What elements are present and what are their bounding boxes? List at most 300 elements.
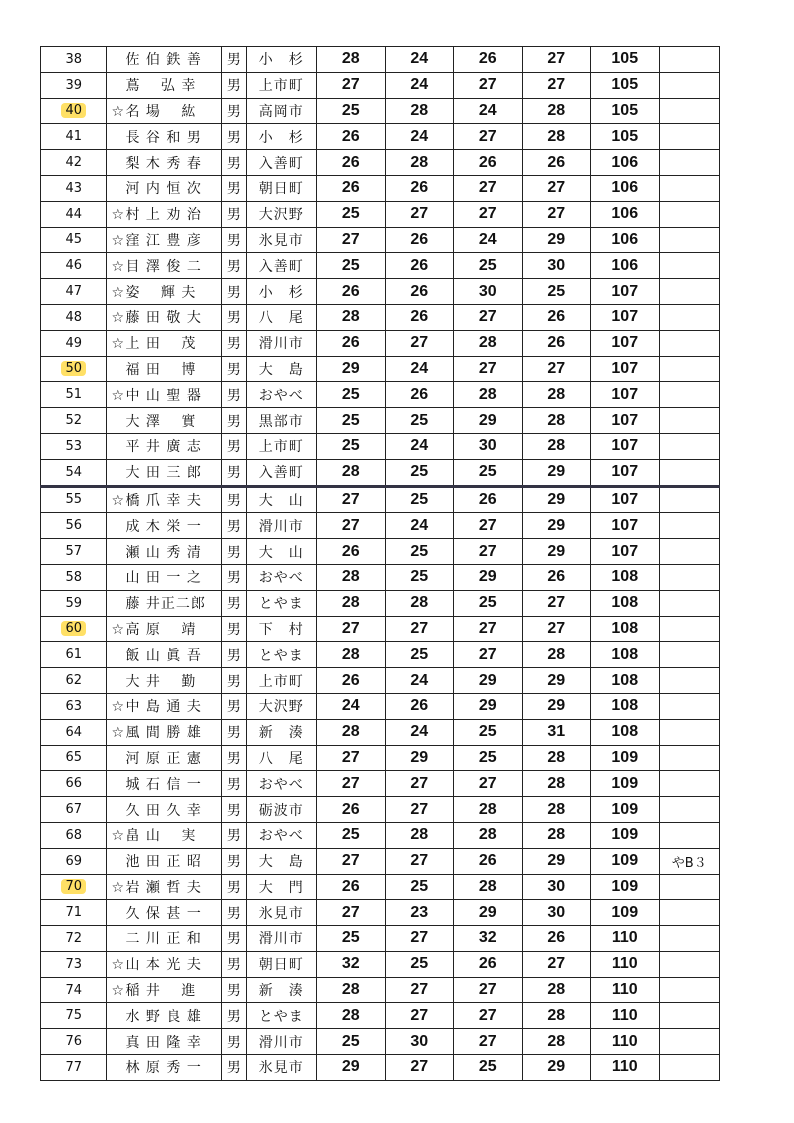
player-name [107, 382, 222, 408]
player-name [107, 642, 222, 668]
table-row [41, 279, 720, 305]
rank-number-text: 64 [65, 724, 83, 740]
player-name [107, 616, 222, 642]
rank-number [41, 1055, 107, 1081]
note-cell [659, 201, 719, 227]
round-4-score: 30 [522, 874, 591, 900]
rank-number [41, 822, 107, 848]
star-mark: ☆ [111, 699, 126, 716]
round-1-score: 28 [317, 642, 386, 668]
player-name [107, 539, 222, 565]
total-score: 109 [591, 822, 660, 848]
round-3-score: 24 [454, 227, 523, 253]
rank-number-text: 40 [61, 103, 86, 118]
gender-cell: 男 [222, 408, 246, 434]
round-3-score: 25 [454, 590, 523, 616]
player-name-text: 成 木 栄 一 [125, 518, 202, 535]
round-4-score: 26 [522, 564, 591, 590]
note-cell [659, 951, 719, 977]
round-1-score: 24 [317, 693, 386, 719]
player-name [107, 356, 222, 382]
round-1-score: 27 [317, 616, 386, 642]
round-4-score: 28 [522, 771, 591, 797]
player-name-text: 福 田 博 [125, 361, 197, 378]
gender-cell: 男 [222, 668, 246, 694]
city-cell: おやべ [246, 822, 317, 848]
round-3-score: 28 [454, 797, 523, 823]
round-3-score: 28 [454, 874, 523, 900]
rank-number-text: 47 [65, 284, 83, 300]
round-2-score: 25 [385, 408, 454, 434]
rank-number-text: 63 [65, 698, 83, 714]
round-3-score: 26 [454, 47, 523, 73]
rank-number [41, 408, 107, 434]
note-cell [659, 72, 719, 98]
round-1-score: 27 [317, 227, 386, 253]
rank-number [41, 874, 107, 900]
rank-number-text: 61 [65, 647, 83, 663]
rank-number [41, 382, 107, 408]
note-cell [659, 98, 719, 124]
city-cell: 滑川市 [246, 926, 317, 952]
round-4-score: 27 [522, 590, 591, 616]
round-4-score: 29 [522, 1055, 591, 1081]
round-1-score: 25 [317, 433, 386, 459]
player-name [107, 175, 222, 201]
rank-number [41, 175, 107, 201]
player-name-text: 中 山 聖 器 [125, 387, 202, 404]
round-3-score: 29 [454, 564, 523, 590]
player-name-text: 姿 輝 夫 [125, 284, 197, 301]
note-cell [659, 304, 719, 330]
player-name-text: 水 野 良 雄 [125, 1008, 202, 1025]
player-name-text: 林 原 秀 一 [125, 1060, 202, 1077]
table-row [41, 408, 720, 434]
rank-number-text: 50 [61, 361, 86, 376]
round-4-score: 27 [522, 356, 591, 382]
player-name [107, 719, 222, 745]
star-mark: ☆ [111, 387, 126, 404]
table-row [41, 486, 720, 513]
round-2-score: 26 [385, 227, 454, 253]
player-name [107, 201, 222, 227]
round-4-score: 28 [522, 408, 591, 434]
table-row [41, 1029, 720, 1055]
round-2-score: 25 [385, 642, 454, 668]
round-3-score: 26 [454, 848, 523, 874]
round-4-score: 27 [522, 175, 591, 201]
player-name-text: 真 田 隆 幸 [125, 1034, 202, 1051]
total-score: 110 [591, 926, 660, 952]
table-row [41, 356, 720, 382]
round-1-score: 27 [317, 745, 386, 771]
round-1-score: 27 [317, 72, 386, 98]
rank-number [41, 304, 107, 330]
rank-number-text: 48 [65, 309, 83, 325]
total-score: 106 [591, 201, 660, 227]
player-name [107, 848, 222, 874]
gender-cell: 男 [222, 330, 246, 356]
round-2-score: 28 [385, 150, 454, 176]
gender-cell: 男 [222, 201, 246, 227]
star-mark: ☆ [111, 284, 126, 301]
round-1-score: 26 [317, 150, 386, 176]
table-row [41, 98, 720, 124]
round-3-score: 25 [454, 459, 523, 486]
rank-number-text: 46 [65, 258, 83, 274]
gender-cell: 男 [222, 848, 246, 874]
round-2-score: 24 [385, 513, 454, 539]
total-score: 110 [591, 1003, 660, 1029]
round-1-score: 26 [317, 124, 386, 150]
round-2-score: 27 [385, 1003, 454, 1029]
player-name-text: 久 保 甚 一 [125, 905, 202, 922]
round-3-score: 27 [454, 977, 523, 1003]
player-name [107, 47, 222, 73]
gender-cell: 男 [222, 797, 246, 823]
player-name-text: 藤 田 敬 大 [125, 310, 202, 327]
round-2-score: 27 [385, 201, 454, 227]
round-3-score: 29 [454, 900, 523, 926]
table-row [41, 693, 720, 719]
note-cell [659, 642, 719, 668]
rank-number [41, 356, 107, 382]
city-cell: 滑川市 [246, 330, 317, 356]
rank-number-text: 54 [65, 464, 83, 480]
total-score: 109 [591, 797, 660, 823]
rank-number-text: 67 [65, 802, 83, 817]
player-name [107, 72, 222, 98]
player-name-text: 上 田 茂 [125, 336, 197, 353]
city-cell: とやま [246, 642, 317, 668]
player-name [107, 564, 222, 590]
player-name-text: 藤 井正二郎 [125, 596, 206, 613]
round-4-score: 28 [522, 822, 591, 848]
player-name [107, 1055, 222, 1081]
table-row [41, 874, 720, 900]
star-mark: ☆ [111, 983, 126, 1000]
city-cell: とやま [246, 590, 317, 616]
note-cell [659, 279, 719, 305]
total-score: 106 [591, 175, 660, 201]
round-4-score: 26 [522, 330, 591, 356]
round-4-score: 28 [522, 745, 591, 771]
total-score: 110 [591, 1029, 660, 1055]
round-1-score: 26 [317, 175, 386, 201]
round-3-score: 26 [454, 951, 523, 977]
rank-number [41, 98, 107, 124]
total-score: 107 [591, 408, 660, 434]
player-name [107, 408, 222, 434]
rank-number-text: 70 [61, 879, 86, 894]
table-row [41, 175, 720, 201]
star-mark: ☆ [111, 207, 126, 224]
gender-cell: 男 [222, 874, 246, 900]
gender-cell: 男 [222, 304, 246, 330]
player-name-text: 河 原 正 憲 [125, 750, 202, 767]
total-score: 108 [591, 719, 660, 745]
gender-cell: 男 [222, 459, 246, 486]
player-name-text: 瀬 山 秀 清 [125, 544, 202, 561]
gender-cell: 男 [222, 539, 246, 565]
note-cell [659, 330, 719, 356]
round-1-score: 26 [317, 668, 386, 694]
rank-number-text: 74 [65, 982, 83, 998]
rank-number [41, 201, 107, 227]
round-2-score: 28 [385, 822, 454, 848]
round-4-score: 29 [522, 668, 591, 694]
note-cell [659, 433, 719, 459]
round-4-score: 29 [522, 459, 591, 486]
table-row [41, 513, 720, 539]
player-name [107, 330, 222, 356]
rank-number [41, 513, 107, 539]
round-1-score: 27 [317, 900, 386, 926]
total-score: 107 [591, 433, 660, 459]
gender-cell: 男 [222, 693, 246, 719]
round-4-score: 30 [522, 253, 591, 279]
round-4-score: 28 [522, 1029, 591, 1055]
total-score: 109 [591, 848, 660, 874]
note-cell [659, 47, 719, 73]
player-name [107, 227, 222, 253]
gender-cell: 男 [222, 977, 246, 1003]
note-cell [659, 564, 719, 590]
player-name-text: 長 谷 和 男 [125, 129, 202, 146]
city-cell: 高岡市 [246, 98, 317, 124]
round-2-score: 24 [385, 124, 454, 150]
city-cell: 大 門 [246, 874, 317, 900]
note-cell [659, 693, 719, 719]
player-name-text: 目 澤 俊 二 [125, 258, 202, 275]
round-1-score: 26 [317, 539, 386, 565]
round-4-score: 27 [522, 201, 591, 227]
score-sheet [40, 46, 720, 1081]
round-3-score: 30 [454, 433, 523, 459]
rank-number [41, 47, 107, 73]
round-2-score: 28 [385, 590, 454, 616]
round-1-score: 28 [317, 304, 386, 330]
rank-number-text: 60 [61, 621, 86, 636]
table-row [41, 150, 720, 176]
player-name-text: 畠 山 実 [125, 828, 197, 845]
gender-cell: 男 [222, 616, 246, 642]
round-2-score: 24 [385, 668, 454, 694]
round-2-score: 26 [385, 253, 454, 279]
total-score: 107 [591, 330, 660, 356]
round-3-score: 28 [454, 382, 523, 408]
total-score: 107 [591, 459, 660, 486]
round-3-score: 27 [454, 771, 523, 797]
rank-number-text: 71 [65, 905, 83, 921]
round-2-score: 28 [385, 98, 454, 124]
round-2-score: 27 [385, 926, 454, 952]
round-3-score: 27 [454, 72, 523, 98]
round-1-score: 28 [317, 459, 386, 486]
note-cell [659, 408, 719, 434]
round-4-score: 28 [522, 124, 591, 150]
city-cell: とやま [246, 1003, 317, 1029]
star-mark: ☆ [111, 879, 126, 896]
note-cell [659, 124, 719, 150]
player-name [107, 745, 222, 771]
round-3-score: 26 [454, 486, 523, 513]
round-2-score: 25 [385, 459, 454, 486]
round-4-score: 28 [522, 797, 591, 823]
city-cell: 大 島 [246, 848, 317, 874]
round-3-score: 25 [454, 745, 523, 771]
gender-cell: 男 [222, 590, 246, 616]
round-1-score: 27 [317, 486, 386, 513]
gender-cell: 男 [222, 951, 246, 977]
round-3-score: 27 [454, 513, 523, 539]
total-score: 107 [591, 356, 660, 382]
city-cell: 大沢野 [246, 693, 317, 719]
city-cell: 氷見市 [246, 227, 317, 253]
table-row [41, 1055, 720, 1081]
gender-cell: 男 [222, 47, 246, 73]
player-name [107, 693, 222, 719]
rank-number [41, 900, 107, 926]
table-row [41, 564, 720, 590]
player-name-text: 久 田 久 幸 [125, 802, 202, 819]
note-cell [659, 356, 719, 382]
player-name [107, 797, 222, 823]
player-name [107, 304, 222, 330]
round-2-score: 24 [385, 356, 454, 382]
total-score: 105 [591, 98, 660, 124]
round-1-score: 25 [317, 822, 386, 848]
total-score: 108 [591, 693, 660, 719]
city-cell: 黒部市 [246, 408, 317, 434]
gender-cell: 男 [222, 719, 246, 745]
round-1-score: 28 [317, 1003, 386, 1029]
round-4-score: 29 [522, 513, 591, 539]
note-cell [659, 668, 719, 694]
round-2-score: 24 [385, 47, 454, 73]
round-1-score: 26 [317, 330, 386, 356]
table-row [41, 227, 720, 253]
round-4-score: 29 [522, 848, 591, 874]
rank-number-text: 65 [65, 750, 83, 766]
note-cell [659, 459, 719, 486]
rank-number-text: 38 [65, 51, 83, 67]
player-name-text: 蔦 弘 幸 [125, 78, 197, 95]
round-1-score: 28 [317, 590, 386, 616]
rank-number-text: 66 [65, 776, 83, 792]
player-name-text: 平 井 廣 志 [125, 439, 202, 456]
total-score: 108 [591, 668, 660, 694]
round-1-score: 29 [317, 1055, 386, 1081]
table-row [41, 900, 720, 926]
player-name-text: 窪 江 豊 彦 [125, 232, 202, 249]
table-row [41, 822, 720, 848]
city-cell: 小 杉 [246, 124, 317, 150]
player-name-text: 岩 瀬 哲 夫 [125, 879, 202, 896]
player-name-text: 山 田 一 之 [125, 570, 202, 587]
rank-number [41, 668, 107, 694]
round-3-score: 32 [454, 926, 523, 952]
table-row [41, 771, 720, 797]
total-score: 105 [591, 124, 660, 150]
player-name [107, 253, 222, 279]
round-3-score: 27 [454, 304, 523, 330]
table-row [41, 797, 720, 823]
note-cell [659, 926, 719, 952]
rank-number-text: 49 [65, 335, 83, 351]
city-cell: 大 山 [246, 486, 317, 513]
table-row [41, 201, 720, 227]
round-2-score: 27 [385, 330, 454, 356]
rank-number-text: 52 [65, 413, 83, 429]
table-row [41, 642, 720, 668]
player-name-text: 二 川 正 和 [125, 931, 202, 948]
player-name [107, 822, 222, 848]
rank-number-text: 57 [65, 544, 83, 560]
star-mark: ☆ [111, 725, 126, 742]
player-name [107, 433, 222, 459]
round-1-score: 25 [317, 408, 386, 434]
round-3-score: 27 [454, 539, 523, 565]
rank-number-text: 41 [65, 129, 83, 145]
note-cell [659, 797, 719, 823]
round-3-score: 25 [454, 253, 523, 279]
round-4-score: 26 [522, 150, 591, 176]
total-score: 110 [591, 951, 660, 977]
rank-number-text: 42 [65, 155, 83, 171]
total-score: 106 [591, 150, 660, 176]
total-score: 106 [591, 253, 660, 279]
rank-number [41, 459, 107, 486]
round-2-score: 24 [385, 719, 454, 745]
player-name [107, 951, 222, 977]
total-score: 108 [591, 564, 660, 590]
player-name-text: 大 井 勤 [125, 673, 197, 690]
player-name [107, 150, 222, 176]
player-name [107, 1003, 222, 1029]
player-name [107, 1029, 222, 1055]
round-1-score: 26 [317, 797, 386, 823]
player-name-text: 佐 伯 鉄 善 [125, 52, 202, 69]
city-cell: 上市町 [246, 433, 317, 459]
table-row [41, 668, 720, 694]
rank-number-text: 75 [65, 1008, 83, 1024]
round-4-score: 28 [522, 433, 591, 459]
city-cell: 大 山 [246, 539, 317, 565]
rank-number-text: 77 [65, 1059, 83, 1075]
gender-cell: 男 [222, 822, 246, 848]
note-cell [659, 150, 719, 176]
round-2-score: 24 [385, 433, 454, 459]
round-2-score: 25 [385, 564, 454, 590]
city-cell: 朝日町 [246, 175, 317, 201]
round-1-score: 25 [317, 253, 386, 279]
note-cell: やB３ [659, 848, 719, 874]
round-1-score: 25 [317, 201, 386, 227]
city-cell: 新 湊 [246, 719, 317, 745]
rank-number [41, 590, 107, 616]
city-cell: 氷見市 [246, 1055, 317, 1081]
city-cell: 八 尾 [246, 745, 317, 771]
rank-number [41, 1029, 107, 1055]
round-2-score: 27 [385, 771, 454, 797]
gender-cell: 男 [222, 150, 246, 176]
rank-number-text: 45 [65, 232, 83, 248]
player-name-text: 池 田 正 昭 [125, 854, 202, 871]
rank-number [41, 72, 107, 98]
note-cell [659, 227, 719, 253]
city-cell: 八 尾 [246, 304, 317, 330]
